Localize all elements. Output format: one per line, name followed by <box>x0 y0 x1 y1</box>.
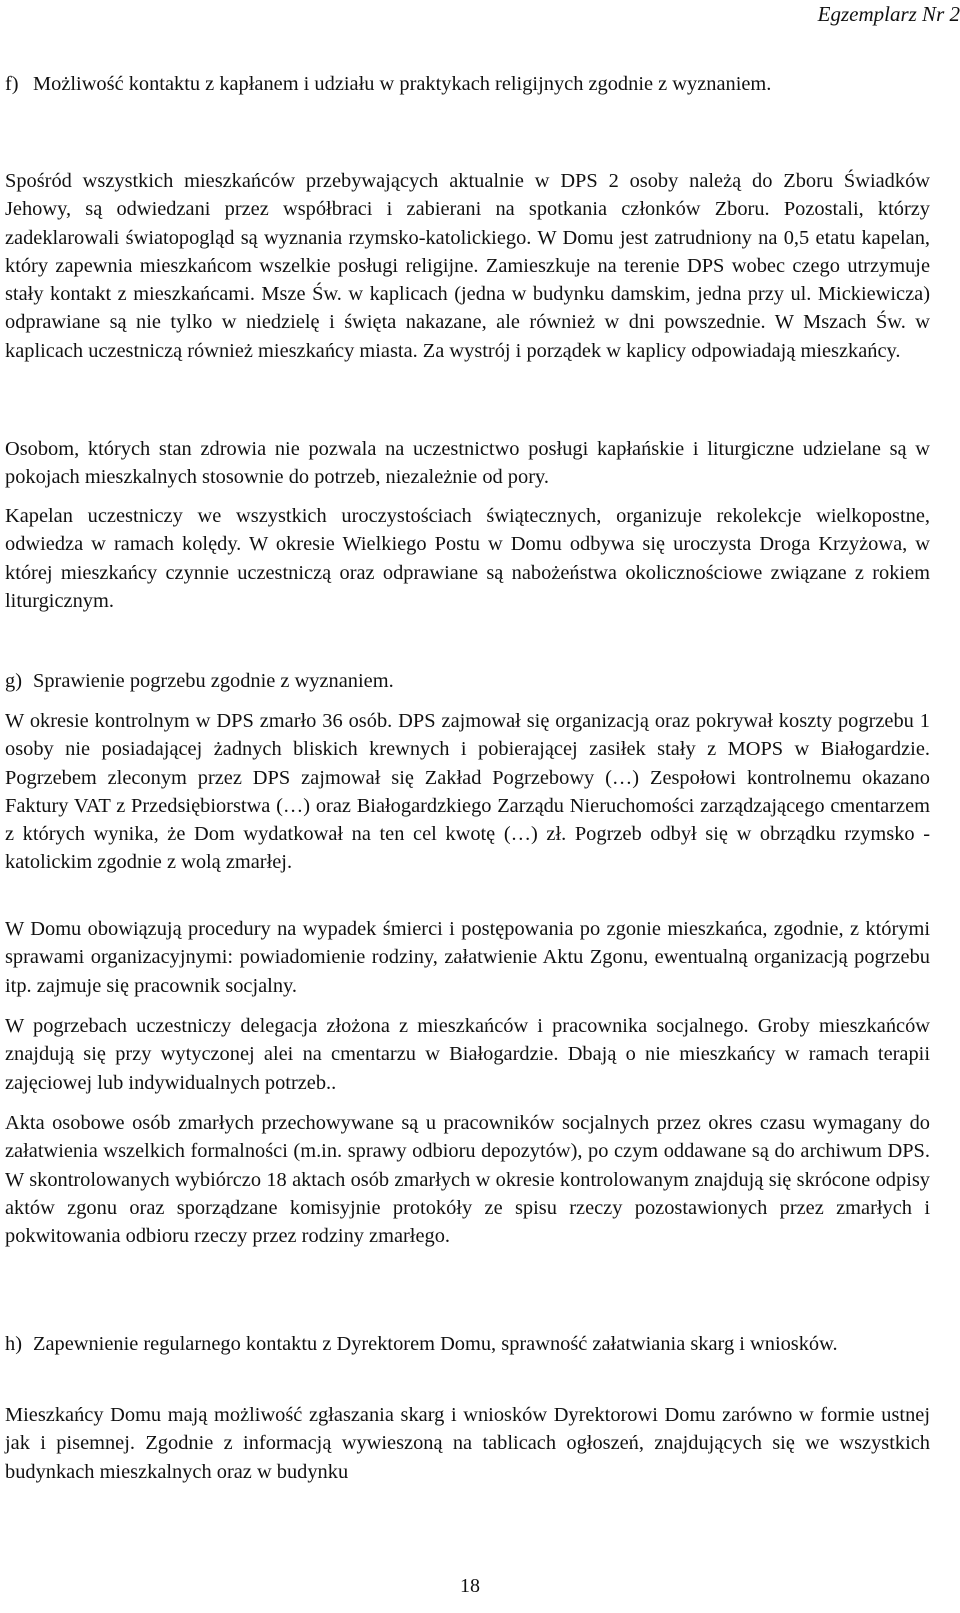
list-marker: f) <box>5 73 19 95</box>
paragraph: W pogrzebach uczestniczy delegacja złożona z mieszkańców i pracownika socjalnego. Groby mieszkańców znajdują się przy wytyczonej alei na cmentarzu w Białogardzie. Dbają o nie mieszkańcy w ramach terapii zajęciowej lub indywidualnych potrzeb.. <box>5 1015 930 1094</box>
section-heading-text: Zapewnienie regularnego kontaktu z Dyrektorem Domu, sprawność załatwiania skarg i wniosków. <box>33 1333 838 1355</box>
copy-label: Egzemplarz Nr 2 <box>817 2 960 26</box>
list-marker: h) <box>5 1333 22 1355</box>
paragraph: Akta osobowe osób zmarłych przechowywane są u pracowników socjalnych przez okres czasu wymagany do załatwienia wszelkich formalności (m.in. sprawy odbioru depozytów), po czym oddawane są do archiwum DPS. W skontrolowanych wybiórczo 18 aktach osób zmarłych w okresie kontrolowanym znajdują się skrócone odpisy aktów zgonu oraz sporządzane komisyjnie protokóły ze spisu rzeczy pozostawionych przez zmarłych i pokwitowania odbioru rzeczy przez rodziny zmarłego. <box>5 1112 930 1248</box>
section-f-heading <box>5 70 930 98</box>
paragraph: W Domu obowiązują procedury na wypadek śmierci i postępowania po zgonie mieszkańca, zgodnie, z którymi sprawami organizacyjnymi: powiadomienie rodziny, załatwienie Aktu Zgonu, ewentualną organizacją pogrzebu itp. zajmuje się pracownik socjalny. <box>5 918 930 997</box>
paragraph: W okresie kontrolnym w DPS zmarło 36 osób. DPS zajmował się organizacją oraz pokrywał koszty pogrzebu 1 osoby nie posiadającej żadnych bliskich krewnych i pobierającej zasiłek stały z MOPS w Białogardzie. Pogrzebem zleconym przez DPS zajmował się Zakład Pogrzebowy (…) Zespołowi kontrolnemu okazano Faktury VAT z Przedsiębiorstwa (…) oraz Białogardzkiego Zarządu Nieruchomości zarządzającego cmentarzem z których wynika, że Dom wydatkował na ten cel kwotę (…) zł. Pogrzeb odbył się w obrządku rzymsko - katolickim zgodnie z wolą zmarłej. <box>5 710 930 874</box>
paragraph: Spośród wszystkich mieszkańców przebywających aktualnie w DPS 2 osoby należą do Zboru Świadków Jehowy, są odwiedzani przez współbraci i zabierani na spotkania członków Zboru. Pozostali, którzy zadeklarowali światopogląd są wyznania rzymsko-katolickiego. W Domu jest zatrudniony na 0,5 etatu kapelan, który zapewnia mieszkańcom wszelkie posługi religijne. Zamieszkuje na terenie DPS wobec czego utrzymuje stały kontakt z mieszkańcami. Msze Św. w kaplicach (jedna w budynku damskim, jedna przy ul. Mickiewicza) odprawiane są nie tylko w niedzielę i święta nakazane, ale również w dni powszednie. W Mszach Św. w kaplicach uczestniczą również mieszkańcy miasta. Za wystrój i porządek w kaplicy odpowiadają mieszkańcy. <box>5 170 930 362</box>
section-heading-text: Możliwość kontaktu z kapłanem i udziału w praktykach religijnych zgodnie z wyznaniem. <box>33 73 772 95</box>
paragraph: Osobom, których stan zdrowia nie pozwala na uczestnictwo posługi kapłańskie i liturgiczne udzielane są w pokojach mieszkalnych stosownie do potrzeb, niezależnie od pory. <box>5 438 930 489</box>
list-marker: g) <box>5 670 22 692</box>
section-g-heading <box>5 667 930 695</box>
paragraph: Mieszkańcy Domu mają możliwość zgłaszania skarg i wniosków Dyrektorowi Domu zarówno w formie ustnej jak i pisemnej. Zgodnie z informacją wywieszoną na tablicach ogłoszeń, znajdujących się we wszystkich budynkach mieszkalnych oraz w budynku <box>5 1404 930 1483</box>
page-number: 18 <box>460 1575 480 1597</box>
section-heading-text: Sprawienie pogrzebu zgodnie z wyznaniem. <box>33 670 394 692</box>
paragraph: Kapelan uczestniczy we wszystkich uroczystościach świątecznych, organizuje rekolekcje wielkopostne, odwiedza w ramach kolędy. W okresie Wielkiego Postu w Domu odbywa się uroczysta Droga Krzyżowa, w której mieszkańcy czynnie uczestniczą oraz odprawiane są nabożeństwa okolicznościowe związane z rokiem liturgicznym. <box>5 505 930 612</box>
section-h-heading <box>5 1330 930 1358</box>
